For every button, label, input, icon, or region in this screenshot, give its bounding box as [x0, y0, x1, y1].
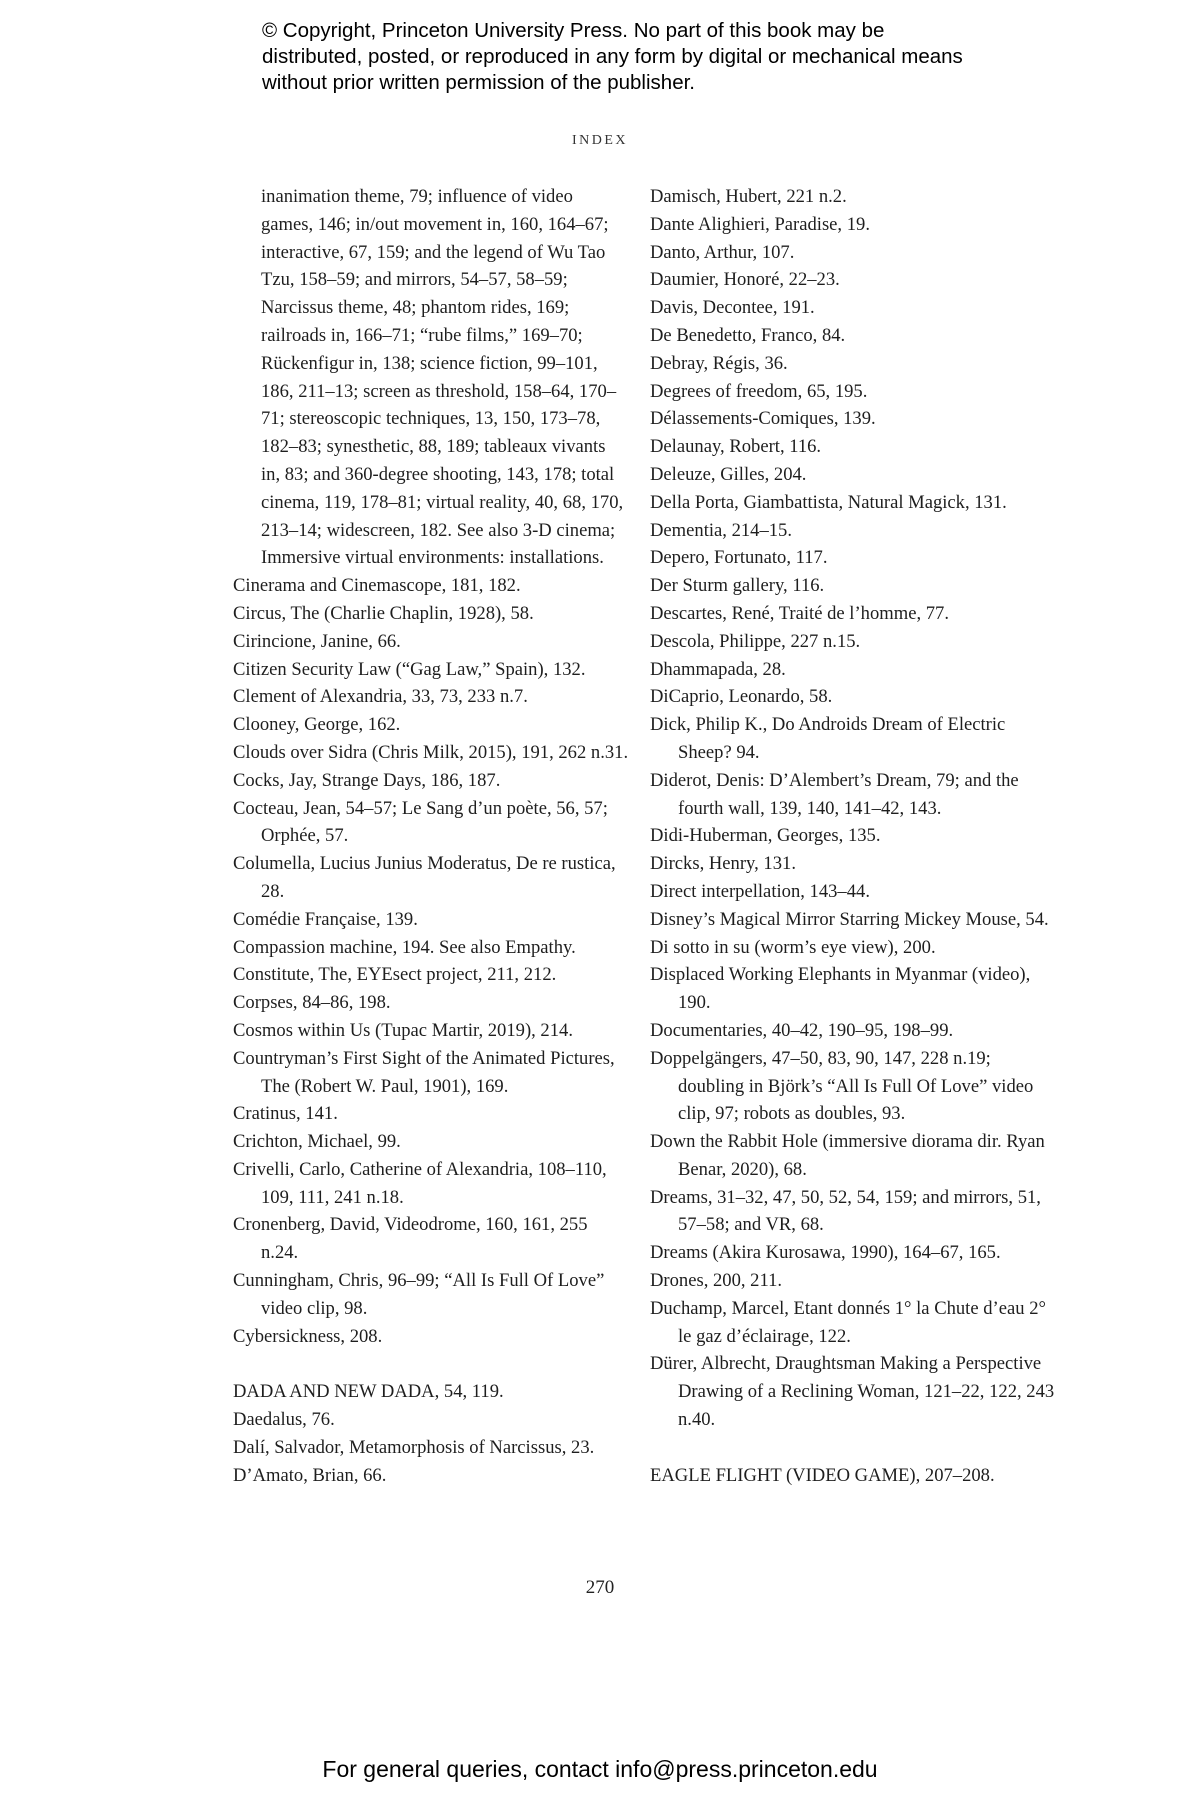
index-entry: Cosmos within Us (Tupac Martir, 2019), 214. — [233, 1019, 573, 1041]
index-entry: Circus, The (Charlie Chaplin, 1928), 58. — [233, 602, 534, 624]
index-entry: Dalí, Salvador, Metamorphosis of Narcissus, 23. — [233, 1436, 595, 1458]
index-entry: inanimation theme, 79; influence of video games, 146; in/out movement in, 160, 164–67; interactive, 67, 159; and the legend of Wu Tao Tzu, 158–59; and mirrors, 54–57, 58–59; Narcissus theme, 48; phantom rides, 169; railroads in, 166–71; “rube films,” 169–70; Rückenfigur in, 138; science fiction, 99–101, 186, 211–13; screen as threshold, 158–64, 170–71; stereoscopic techniques, 13, 150, 173–78, 182–83; synesthetic, 88, 189; tableaux vivants in, 83; and 360-degree shooting, 143, 178; total cinema, 119, 178–81; virtual reality, 40, 68, 170, 213–14; widescreen, 182. See also 3-D cinema; Immersive virtual environments: installations. — [261, 186, 624, 569]
index-entry: Dürer, Albrecht, Draughtsman Making a Perspective Drawing of a Reclining Woman, 121–22, 122, 243 n.40. — [650, 1353, 1055, 1431]
index-entry: Drones, 200, 211. — [650, 1270, 783, 1292]
index-entry: Debray, Régis, 36. — [650, 352, 788, 374]
index-entry: Delaunay, Robert, 116. — [650, 436, 822, 458]
index-entry: Dementia, 214–15. — [650, 519, 793, 541]
index-entry: DiCaprio, Leonardo, 58. — [650, 686, 833, 708]
index-entry: Descartes, René, Traité de l’homme, 77. — [650, 602, 949, 624]
index-entry: Descola, Philippe, 227 n.15. — [650, 630, 861, 652]
index-entry: Documentaries, 40–42, 190–95, 198–99. — [650, 1019, 954, 1041]
index-entry: Diderot, Denis: D’Alembert’s Dream, 79; and the fourth wall, 139, 140, 141–42, 143. — [650, 769, 1019, 819]
index-entry: D’Amato, Brian, 66. — [233, 1464, 387, 1486]
index-column-right — [650, 183, 1055, 1489]
index-entry: Degrees of freedom, 65, 195. — [650, 380, 868, 402]
index-entry: Dhammapada, 28. — [650, 658, 786, 680]
index-entry: Délassements-Comiques, 139. — [650, 408, 876, 430]
index-entry: Columella, Lucius Junius Moderatus, De re rustica, 28. — [233, 853, 616, 902]
index-entry: Depero, Fortunato, 117. — [650, 547, 828, 569]
index-entry: Danto, Arthur, 107. — [650, 241, 795, 263]
index-entry: Down the Rabbit Hole (immersive diorama dir. Ryan Benar, 2020), 68. — [650, 1131, 1045, 1180]
index-entry: Crichton, Michael, 99. — [233, 1131, 401, 1153]
index-entry: Cybersickness, 208. — [233, 1325, 383, 1347]
index-entry: Clement of Alexandria, 33, 73, 233 n.7. — [233, 686, 528, 708]
index-entry: Dreams, 31–32, 47, 50, 52, 54, 159; and mirrors, 51, 57–58; and VR, 68. — [650, 1186, 1041, 1236]
index-entry: Cunningham, Chris, 96–99; “All Is Full Of Love” video clip, 98. — [233, 1270, 605, 1319]
index-column-left — [233, 183, 628, 1489]
index-entry: Direct interpellation, 143–44. — [650, 880, 870, 902]
index-entry: Constitute, The, EYEsect project, 211, 212. — [233, 964, 557, 986]
index-entry: Davis, Decontee, 191. — [650, 297, 815, 319]
index-entry: Della Porta, Giambattista, Natural Magick, 131. — [650, 491, 1007, 513]
index-entry: Comédie Française, 139. — [233, 908, 418, 930]
index-entry: Corpses, 84–86, 198. — [233, 992, 391, 1014]
index-entry: Cirincione, Janine, 66. — [233, 630, 401, 652]
index-entry: Crivelli, Carlo, Catherine of Alexandria, 108–110, 109, 111, 241 n.18. — [233, 1158, 607, 1208]
index-entry: Cocteau, Jean, 54–57; Le Sang d’un poète, 56, 57; Orphée, 57. — [233, 797, 608, 847]
index-entry: Cinerama and Cinemascope, 181, 182. — [233, 575, 521, 597]
index-entry: Didi-Huberman, Georges, 135. — [650, 825, 881, 847]
index-entry: Dante Alighieri, Paradise, 19. — [650, 213, 870, 235]
index-entry: Cronenberg, David, Videodrome, 160, 161, 255 n.24. — [233, 1214, 588, 1264]
index-entry: Disney’s Magical Mirror Starring Mickey Mouse, 54. — [650, 908, 1049, 930]
page-number: 270 — [585, 1577, 615, 1598]
index-entry: Citizen Security Law (“Gag Law,” Spain), 132. — [233, 658, 586, 680]
index-entry: Displaced Working Elephants in Myanmar (video), 190. — [650, 964, 1031, 1014]
index-entry: Duchamp, Marcel, Etant donnés 1° la Chute d’eau 2° le gaz d’éclairage, 122. — [650, 1297, 1046, 1347]
index-entry: Compassion machine, 194. See also Empathy. — [233, 936, 576, 958]
index-entry: Clooney, George, 162. — [233, 714, 401, 736]
index-entry: Dreams (Akira Kurosawa, 1990), 164–67, 165. — [650, 1242, 1001, 1264]
index-entry: Der Sturm gallery, 116. — [650, 575, 825, 597]
index-entry: Clouds over Sidra (Chris Milk, 2015), 191, 262 n.31. — [233, 741, 629, 763]
index-entry: Deleuze, Gilles, 204. — [650, 463, 807, 485]
index-entry: Doppelgängers, 47–50, 83, 90, 147, 228 n.19; doubling in Björk’s “All Is Full Of Love” video clip, 97; robots as doubles, 93. — [650, 1047, 1034, 1125]
index-entry: Cratinus, 141. — [233, 1103, 338, 1125]
index-entry: EAGLE FLIGHT (VIDEO GAME), 207–208. — [650, 1464, 995, 1486]
index-entry: De Benedetto, Franco, 84. — [650, 324, 846, 346]
index-entry: Daedalus, 76. — [233, 1409, 335, 1431]
index-entry: Di sotto in su (worm’s eye view), 200. — [650, 936, 936, 958]
index-entry: DADA AND NEW DADA, 54, 119. — [233, 1381, 504, 1403]
running-head: INDEX — [571, 133, 629, 148]
index-entry: Dick, Philip K., Do Androids Dream of Electric Sheep? 94. — [650, 714, 1006, 763]
copyright-notice: © Copyright, Princeton University Press. No part of this book may be distributed, posted, or reproduced in any form by digital or mechanical means without prior written permission of the publisher. — [262, 19, 963, 94]
index-entry: Dircks, Henry, 131. — [650, 853, 796, 875]
index-entry: Damisch, Hubert, 221 n.2. — [650, 186, 847, 207]
index-entry: Countryman’s First Sight of the Animated Pictures, The (Robert W. Paul, 1901), 169. — [233, 1047, 615, 1097]
index-entry: Daumier, Honoré, 22–23. — [650, 269, 840, 291]
footer-contact: For general queries, contact info@press.princeton.edu — [322, 1756, 878, 1782]
index-entry: Cocks, Jay, Strange Days, 186, 187. — [233, 769, 501, 791]
